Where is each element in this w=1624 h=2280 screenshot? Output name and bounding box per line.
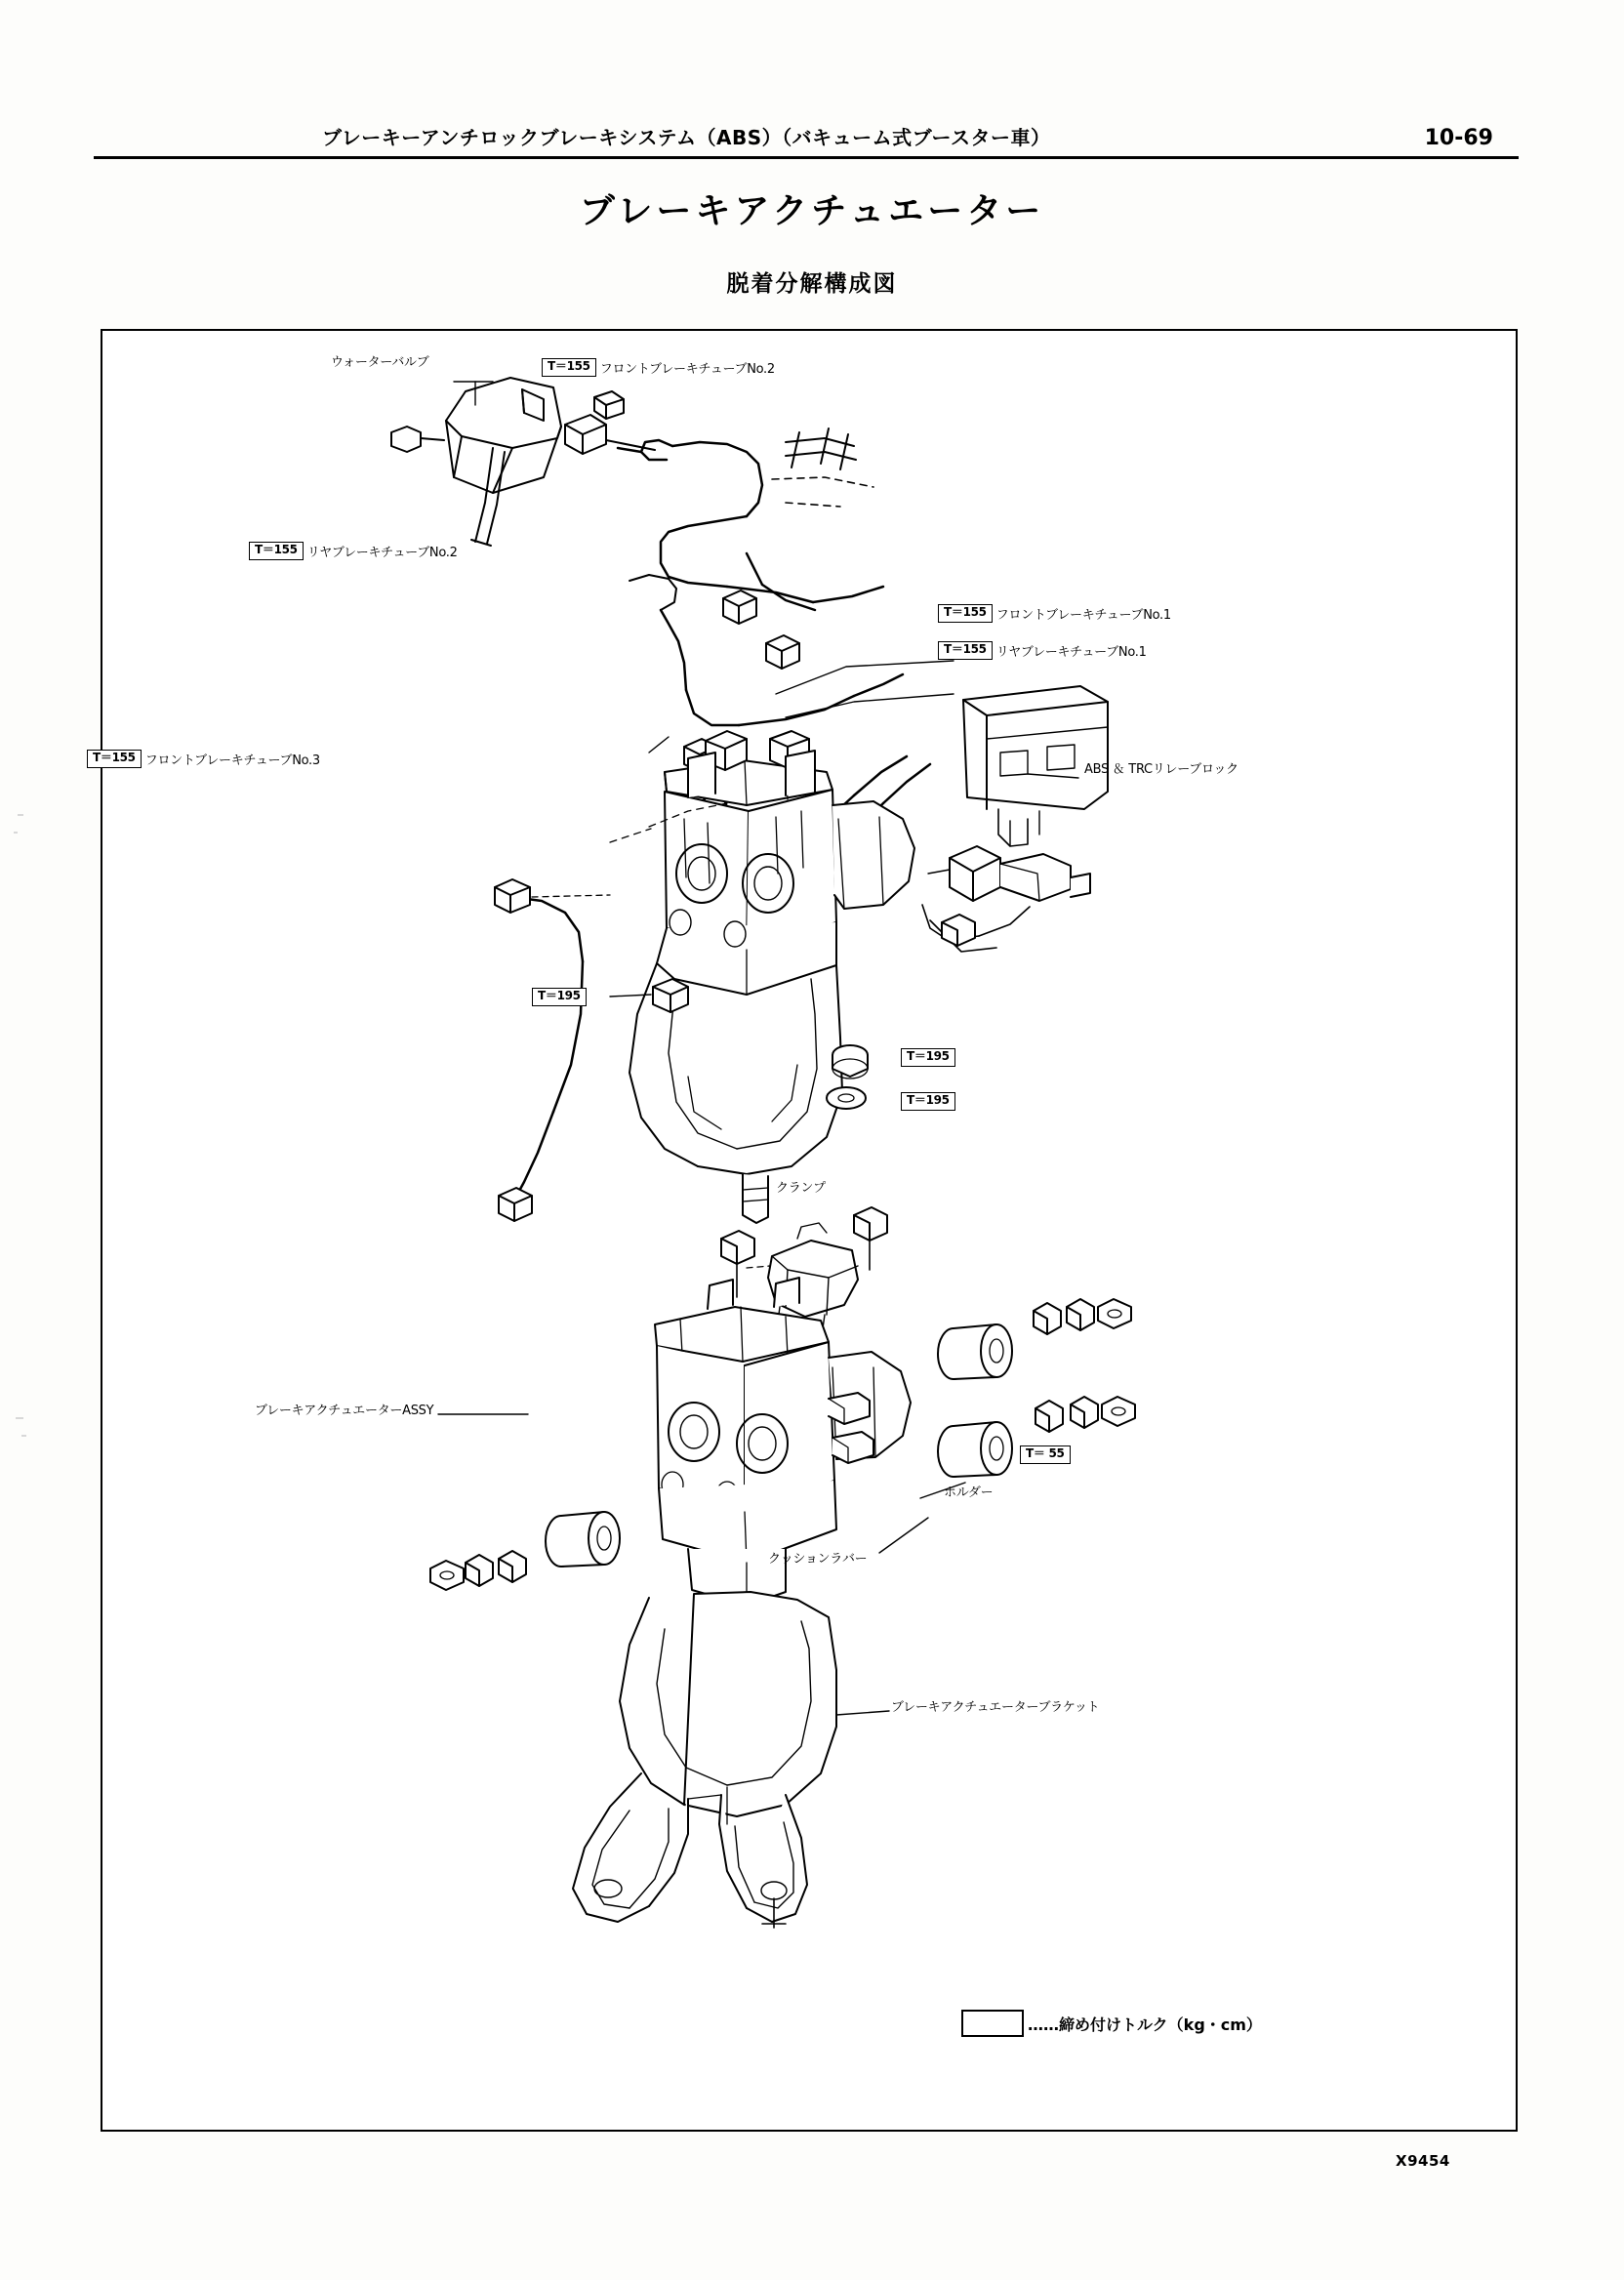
exploded-diagram-frame <box>93 329 1518 2132</box>
pressure-switch-art <box>922 846 1090 952</box>
exploded-view-artwork <box>102 331 1516 2130</box>
page-subtitle: 脱着分解構成図 <box>726 271 898 297</box>
torque-value: T＝195 <box>901 1048 955 1067</box>
torque-legend <box>961 2010 1262 2037</box>
cushion-rubber-holder-left-art <box>430 1512 620 1590</box>
diagram-canvas <box>93 331 1516 2130</box>
callout-front-brake-tube-no2 <box>542 358 775 377</box>
callout-brake-actuator-bracket: ブレーキアクチュエーターブラケット <box>891 1700 1100 1715</box>
callout-label: フロントブレーキチューブNo.1 <box>995 608 1171 623</box>
callout-mount-nut-55 <box>1020 1445 1071 1464</box>
callout-holder: ホルダー <box>944 1486 994 1500</box>
torque-value: T＝ 55 <box>1020 1445 1071 1464</box>
torque-legend-box <box>961 2010 1024 2037</box>
callout-bracket-bolt-195-b <box>901 1048 955 1067</box>
torque-value: T＝155 <box>938 641 993 660</box>
page-number: 10-69 <box>1424 126 1493 150</box>
callout-label: リヤブレーキチューブNo.1 <box>995 645 1147 660</box>
callout-label: リヤブレーキチューブNo.2 <box>306 546 458 560</box>
callout-rear-brake-tube-no2 <box>249 542 458 560</box>
page-title: ブレーキアクチュエーター <box>579 191 1045 231</box>
callout-brake-actuator-assy: ブレーキアクチュエーターASSY <box>255 1404 434 1418</box>
torque-legend-text: ……締め付けトルク（kg・cm） <box>1028 2015 1262 2034</box>
water-valve-art <box>391 378 655 546</box>
tube-no1-leader-lines <box>776 661 954 717</box>
callout-label: フロントブレーキチューブNo.2 <box>599 362 775 377</box>
torque-value: T＝195 <box>901 1092 955 1111</box>
scan-artifact <box>16 1417 23 1419</box>
page-header <box>322 122 1493 150</box>
callout-front-brake-tube-no1 <box>938 604 1171 623</box>
callout-bracket-bolt-195-c <box>901 1092 955 1111</box>
callout-rear-brake-tube-no1 <box>938 641 1147 660</box>
torque-value: T＝155 <box>87 750 142 768</box>
torque-value: T＝195 <box>532 988 587 1006</box>
scan-artifact <box>21 1435 26 1437</box>
callout-clamp: クランプ <box>776 1181 826 1196</box>
scan-artifact <box>18 814 23 816</box>
torque-value: T＝155 <box>542 358 596 377</box>
brake-actuator-upper-art <box>629 731 914 1223</box>
scan-artifact <box>14 832 18 834</box>
torque-value: T＝155 <box>938 604 993 623</box>
callout-label: フロントブレーキチューブNo.3 <box>144 753 320 768</box>
callout-cushion-rubber: クッションラバー <box>768 1552 868 1567</box>
torque-value: T＝155 <box>249 542 304 560</box>
document-code: X9454 <box>1396 2152 1450 2170</box>
header-divider <box>94 156 1519 159</box>
brake-actuator-bracket-art <box>573 1592 889 1928</box>
callout-bracket-bolt-195-a <box>532 988 587 1006</box>
callout-front-brake-tube-no3 <box>87 750 320 768</box>
callout-water-valve: ウォーターバルブ <box>331 355 429 370</box>
page-header-title: ブレーキーアンチロックブレーキシステム（ABS）（バキューム式ブースター車） <box>322 126 1051 149</box>
callout-abs-trc-relay-block: ABS ＆ TRCリレーブロック <box>1084 762 1238 777</box>
